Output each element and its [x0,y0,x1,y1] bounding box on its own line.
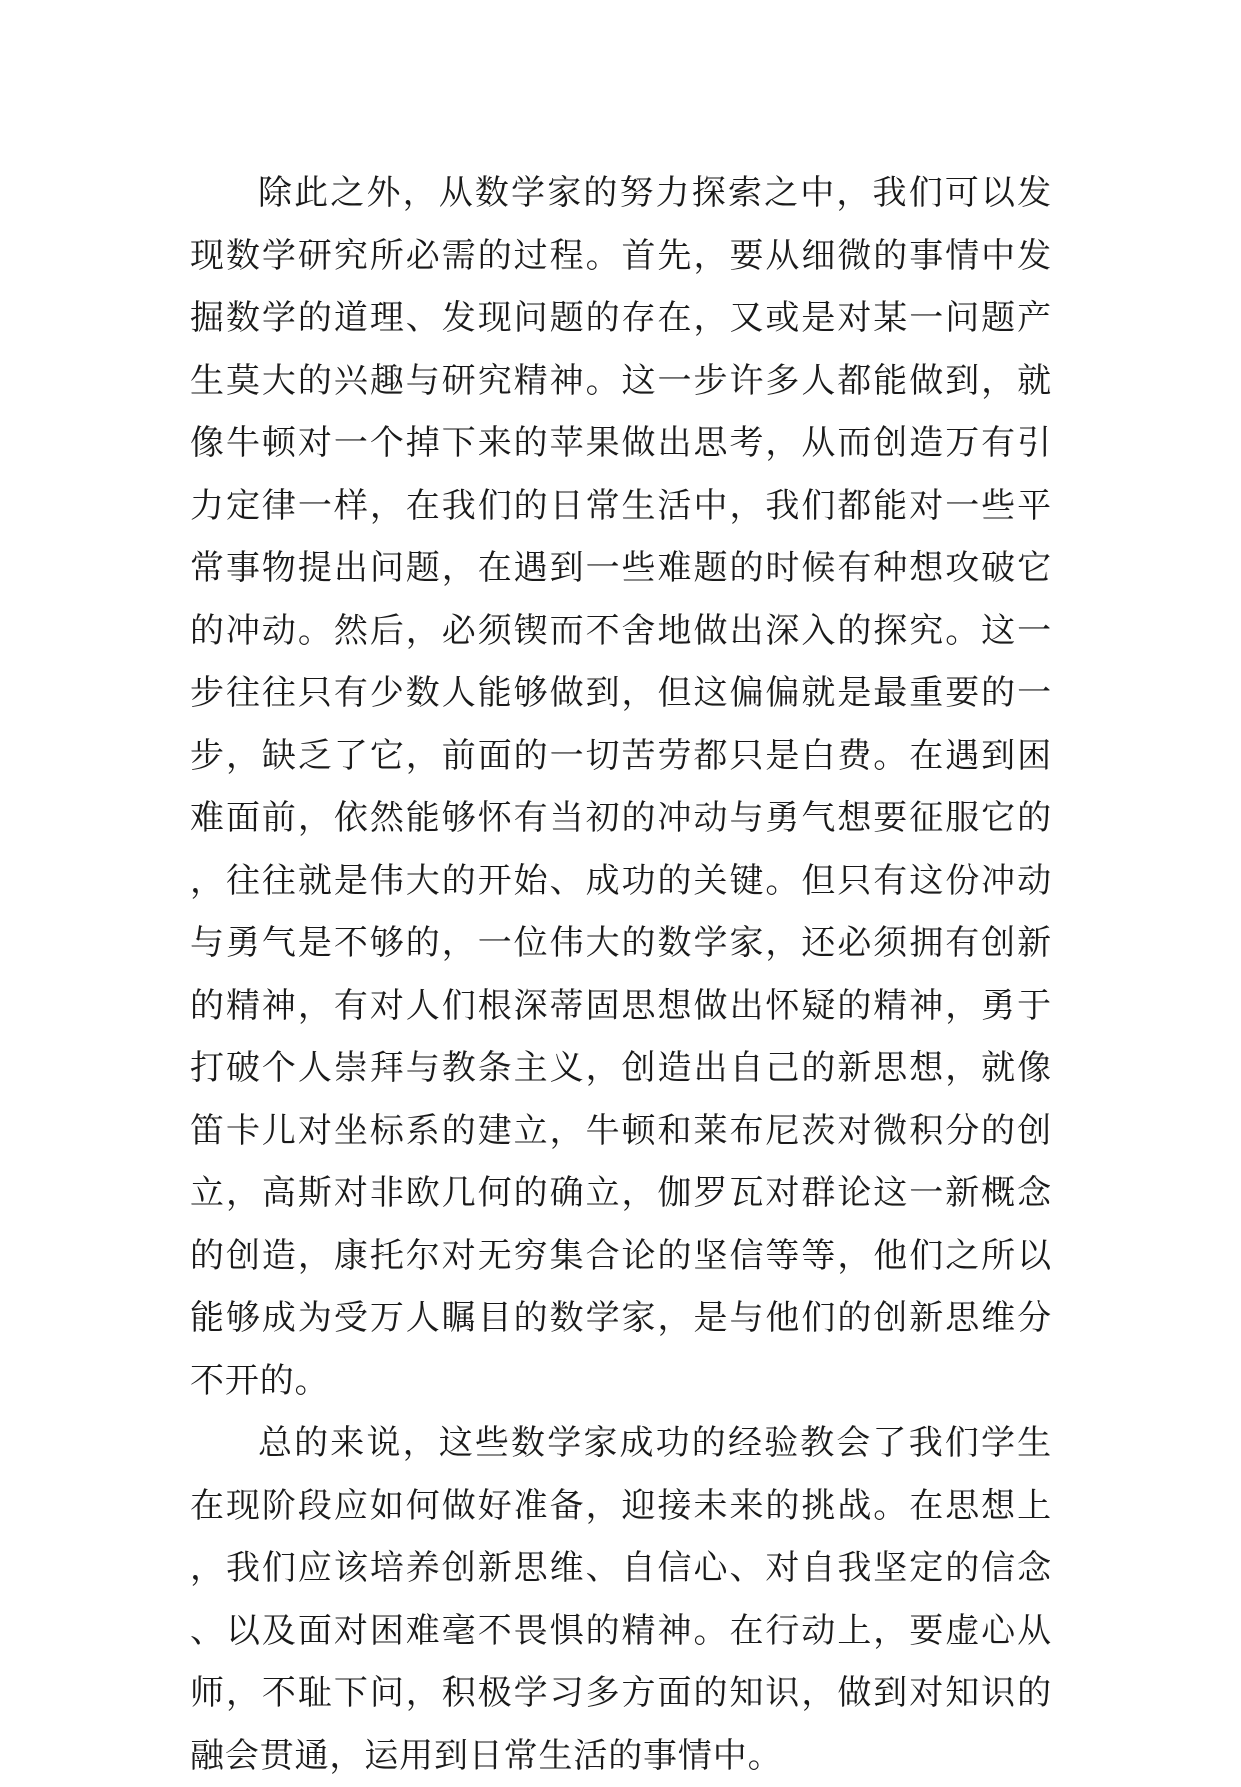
paragraph-conclusion: 总的来说，这些数学家成功的经验教会了我们学生在现阶段应如何做好准备，迎接未来的挑战。在思想上，我们应该培养创新思维、自信心、对自我坚定的信念、以及面对困难毫不畏惧的精神。在行动上，要虚心从师，不耻下问，积极学习多方面的知识，做到对知识的融会贯通，运用到日常生活的事情中。 [190,1423,1052,1776]
body-text [190,162,1052,1787]
paragraph-mathematicians-process: 除此之外，从数学家的努力探索之中，我们可以发现数学研究所必需的过程。首先，要从细微的事情中发掘数学的道理、发现问题的存在，又或是对某一问题产生莫大的兴趣与研究精神。这一步许多人都能做到，就像牛顿对一个掉下来的苹果做出思考，从而创造万有引力定律一样，在我们的日常生活中，我们都能对一些平常事物提出问题，在遇到一些难题的时候有种想攻破它的冲动。然后，必须锲而不舍地做出深入的探究。这一步往往只有少数人能够做到，但这偏偏就是最重要的一步，缺乏了它，前面的一切苦劳都只是白费。在遇到困难面前，依然能够怀有当初的冲动与勇气想要征服它的，往往就是伟大的开始、成功的关键。但只有这份冲动与勇气是不够的，一位伟大的数学家，还必须拥有创新的精神，有对人们根深蒂固思想做出怀疑的精神，勇于打破个人崇拜与教条主义，创造出自己的新思想，就像笛卡儿对坐标系的建立，牛顿和莱布尼茨对微积分的创立，高斯对非欧几何的确立，伽罗瓦对群论这一新概念的创造，康托尔对无穷集合论的坚信等等，他们之所以能够成为受万人瞩目的数学家，是与他们的创新思维分不开的。 [190,173,1052,1401]
